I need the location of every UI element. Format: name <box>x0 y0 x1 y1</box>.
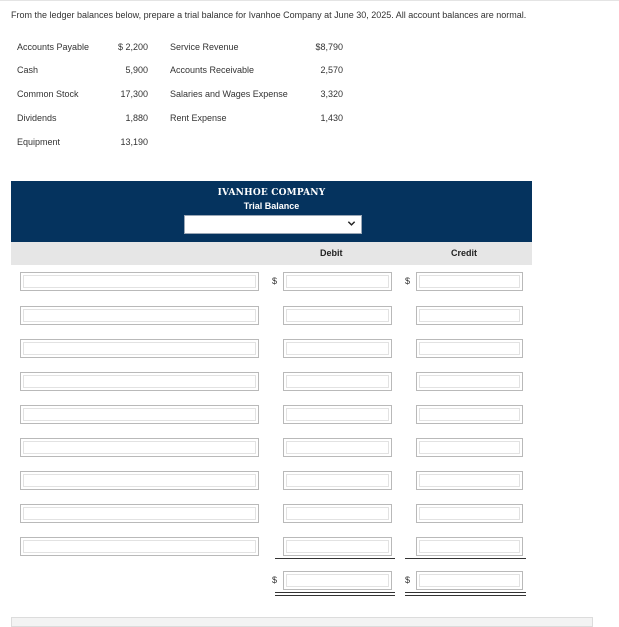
debit-input[interactable] <box>283 405 392 424</box>
debit-input[interactable] <box>283 339 392 358</box>
credit-input[interactable] <box>416 471 523 490</box>
debit-input[interactable] <box>283 306 392 325</box>
account-select[interactable] <box>20 306 259 325</box>
ledger-account-value: 2,570 <box>320 65 343 75</box>
total-double-rule <box>275 592 395 593</box>
credit-column-header: Credit <box>451 248 478 258</box>
currency-symbol: $ <box>272 276 278 286</box>
ledger-account-name: Equipment <box>17 137 61 147</box>
ledger-account-name: Service Revenue <box>170 42 239 52</box>
chevron-down-icon <box>347 219 356 228</box>
currency-symbol: $ <box>272 575 278 585</box>
debit-input[interactable] <box>283 272 392 291</box>
bottom-panel <box>11 617 593 627</box>
ledger-account-name: Cash <box>17 65 39 75</box>
ledger-account-name: Salaries and Wages Expense <box>170 89 288 99</box>
ledger-account-name: Common Stock <box>17 89 79 99</box>
credit-input[interactable] <box>416 372 523 391</box>
total-debit-input[interactable] <box>283 571 392 590</box>
ledger-account-value: 13,190 <box>120 137 148 147</box>
ledger-account-name: Accounts Receivable <box>170 65 255 75</box>
account-select[interactable] <box>20 471 259 490</box>
trial-balance-header <box>11 181 532 242</box>
credit-input[interactable] <box>416 272 523 291</box>
debit-input[interactable] <box>283 504 392 523</box>
statement-title: Trial Balance <box>243 201 300 211</box>
account-select[interactable] <box>20 405 259 424</box>
company-name: IVANHOE COMPANY <box>217 188 326 198</box>
total-double-rule <box>405 595 526 596</box>
ledger-account-name: Dividends <box>17 113 57 123</box>
column-header-row <box>11 242 532 265</box>
credit-input[interactable] <box>416 405 523 424</box>
credit-input[interactable] <box>416 438 523 457</box>
date-select[interactable] <box>184 215 362 234</box>
debit-column-header: Debit <box>320 248 343 258</box>
account-select[interactable] <box>20 438 259 457</box>
currency-symbol: $ <box>405 276 411 286</box>
account-select[interactable] <box>20 272 259 291</box>
ledger-account-value: $8,790 <box>315 42 343 52</box>
debit-input[interactable] <box>283 372 392 391</box>
account-select[interactable] <box>20 339 259 358</box>
account-select[interactable] <box>20 537 259 556</box>
subtotal-rule <box>275 558 395 559</box>
debit-input[interactable] <box>283 471 392 490</box>
account-select[interactable] <box>20 504 259 523</box>
credit-input[interactable] <box>416 306 523 325</box>
debit-input[interactable] <box>283 537 392 556</box>
debit-input[interactable] <box>283 438 392 457</box>
ledger-account-value: 17,300 <box>120 89 148 99</box>
ledger-account-value: 1,880 <box>125 113 148 123</box>
total-credit-input[interactable] <box>416 571 523 590</box>
top-divider <box>0 0 619 1</box>
account-select[interactable] <box>20 372 259 391</box>
total-double-rule <box>405 592 526 593</box>
ledger-account-value: 5,900 <box>125 65 148 75</box>
credit-input[interactable] <box>416 537 523 556</box>
ledger-account-name: Rent Expense <box>170 113 227 123</box>
currency-symbol: $ <box>405 575 411 585</box>
credit-input[interactable] <box>416 504 523 523</box>
ledger-account-name: Accounts Payable <box>17 42 90 52</box>
ledger-account-value: $ 2,200 <box>117 42 148 52</box>
total-double-rule <box>275 595 395 596</box>
instruction-text: From the ledger balances below, prepare a trial balance for Ivanhoe Company at June 30, 2025. All account balances are normal. <box>11 10 527 20</box>
ledger-account-value: 3,320 <box>320 89 343 99</box>
ledger-account-value: 1,430 <box>320 113 343 123</box>
credit-input[interactable] <box>416 339 523 358</box>
subtotal-rule <box>405 558 526 559</box>
